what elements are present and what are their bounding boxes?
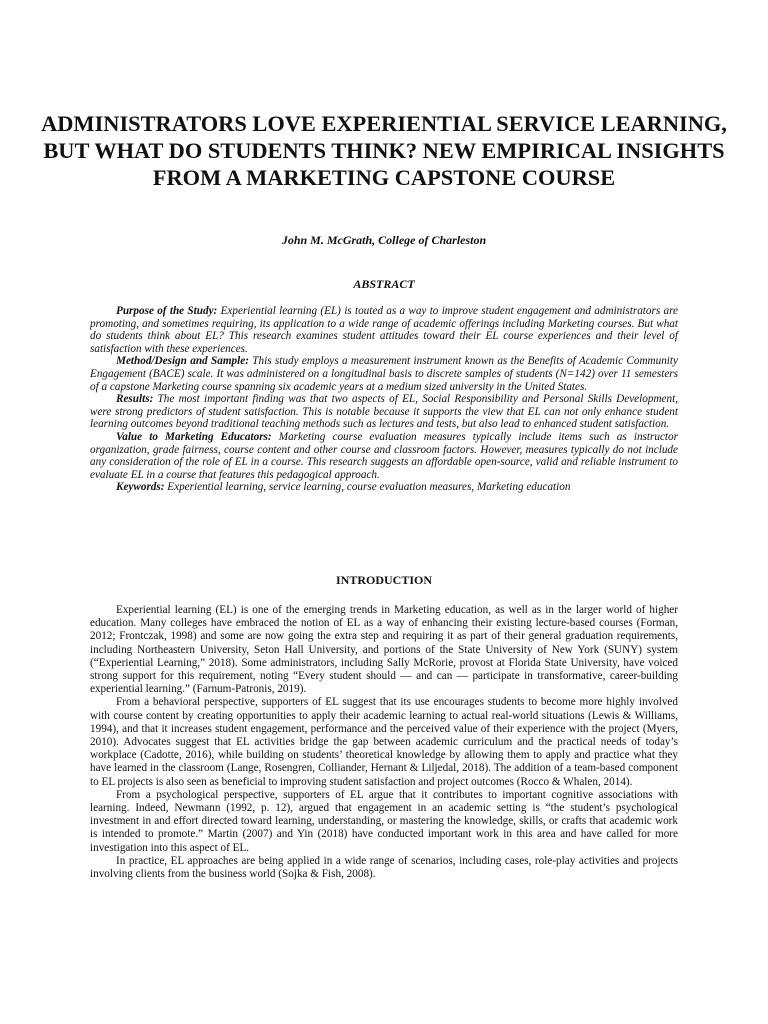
intro-paragraph: From a psychological perspective, supporters of EL argue that it contributes to important cognitive associations with learning. Indeed, Newmann (1992, p. 12), argued that engagement in an academic setting is “the student’s psychological investment in and effort directed toward learning, understanding, or mastering the knowledge, skills, or crafts that academic work is intended to promote.” Martin (2007) and Yin (2018) have conducted important work in this area and have called for more investigation into this aspect of EL. bbox=[90, 788, 678, 854]
purpose-text: Experiential learning (EL) is touted as a way to improve student engagement and administrators are promoting, and sometimes requiring, its application to a wide range of academic offerings including Marketing courses. But what do students think about EL? This research examines student attitudes toward their EL course experiences and their level of satisfaction with these experiences. bbox=[90, 305, 678, 355]
paper-title: ADMINISTRATORS LOVE EXPERIENTIAL SERVICE LEARNING, BUT WHAT DO STUDENTS THINK? NEW EMPIRICAL INSIGHTS FROM A MARKETING CAPSTONE COURSE bbox=[41, 111, 727, 190]
method-label: Method/Design and Sample: bbox=[116, 355, 249, 368]
abstract-section bbox=[90, 305, 678, 494]
intro-paragraph: In practice, EL approaches are being applied in a wide range of scenarios, including cases, role-play activities and projects involving clients from the business world (Sojka & Fish, 2008). bbox=[90, 854, 678, 881]
method-text: This study employs a measurement instrument known as the Benefits of Academic Community Engagement (BACE) scale. It was administered on a longitudinal basis to discrete samples of students (N=142) over 11 semesters of a capstone Marketing course spanning six academic years at a medium sized university in the United States. bbox=[90, 355, 678, 393]
abstract-method bbox=[90, 355, 678, 393]
keywords-label: Keywords: bbox=[116, 481, 165, 494]
abstract-heading: ABSTRACT bbox=[353, 277, 415, 291]
results-label: Results: bbox=[116, 393, 154, 406]
introduction-heading: INTRODUCTION bbox=[335, 573, 432, 587]
abstract-results bbox=[90, 393, 678, 431]
keywords-text: Experiential learning, service learning, course evaluation measures, Marketing education bbox=[164, 481, 571, 494]
introduction-body bbox=[90, 604, 678, 881]
value-label: Value to Marketing Educators: bbox=[116, 430, 272, 443]
author-line: John M. McGrath, College of Charleston bbox=[281, 233, 487, 247]
abstract-value bbox=[90, 431, 678, 481]
purpose-label: Purpose of the Study: bbox=[116, 305, 218, 317]
abstract-purpose bbox=[90, 305, 678, 355]
intro-paragraph: Experiential learning (EL) is one of the emerging trends in Marketing education, as well as in the larger world of higher education. Many colleges have embraced the notion of EL as a way of enhancing their existing lecture-based courses (Forman, 2012; Frontczak, 1998) and some are now going the extra step and requiring it as part of their general graduation requirements, including Northeastern University, Seton Hall University, and portions of the State University of New York (SUNY) system (“Experiential Learning,” 2018). Some administrators, including Sally McRorie, provost at Florida State University, have voiced strong support for this requirement, noting “Every student should — and can — participate in transformative, career-building experiential learning.” (Farnum-Patronis, 2019). bbox=[90, 604, 678, 696]
value-text: Marketing course evaluation measures typically include items such as instructor organization, grade fairness, course content and other course and classroom factors. However, measures typically do not include any consideration of the role of EL in a course. This research suggests an affordable open-source, valid and reliable instrument to evaluate EL in a course that features this pedagogical approach. bbox=[90, 430, 678, 481]
results-text: The most important finding was that two aspects of EL, Social Responsibility and Personal Skills Development, were strong predictors of student satisfaction. This is notable because it supports the view that EL can not only enhance student learning outcomes beyond traditional teaching methods such as lectures and tests, but also lead to enhanced student satisfaction. bbox=[90, 393, 678, 431]
abstract-keywords bbox=[90, 481, 678, 494]
intro-paragraph: From a behavioral perspective, supporters of EL suggest that its use encourages students to become more highly involved with course content by creating opportunities to apply their academic learning to actual real-world situations (Lewis & Williams, 1994), and that it increases student engagement, performance and the perceived value of their experience with the project (Myers, 2010). Advocates suggest that EL activities bridge the gap between academic curriculum and the practical needs of today’s workplace (Cadotte, 2016), while building on students’ theoretical knowledge by allowing them to apply and practice what they have learned in the classroom (Lange, Rosengren, Colliander, Hernant & Liljedal, 2018). The addition of a team-based component to EL projects is also seen as beneficial to improving student satisfaction and project outcomes (Rocco & Whalen, 2014). bbox=[90, 696, 678, 788]
